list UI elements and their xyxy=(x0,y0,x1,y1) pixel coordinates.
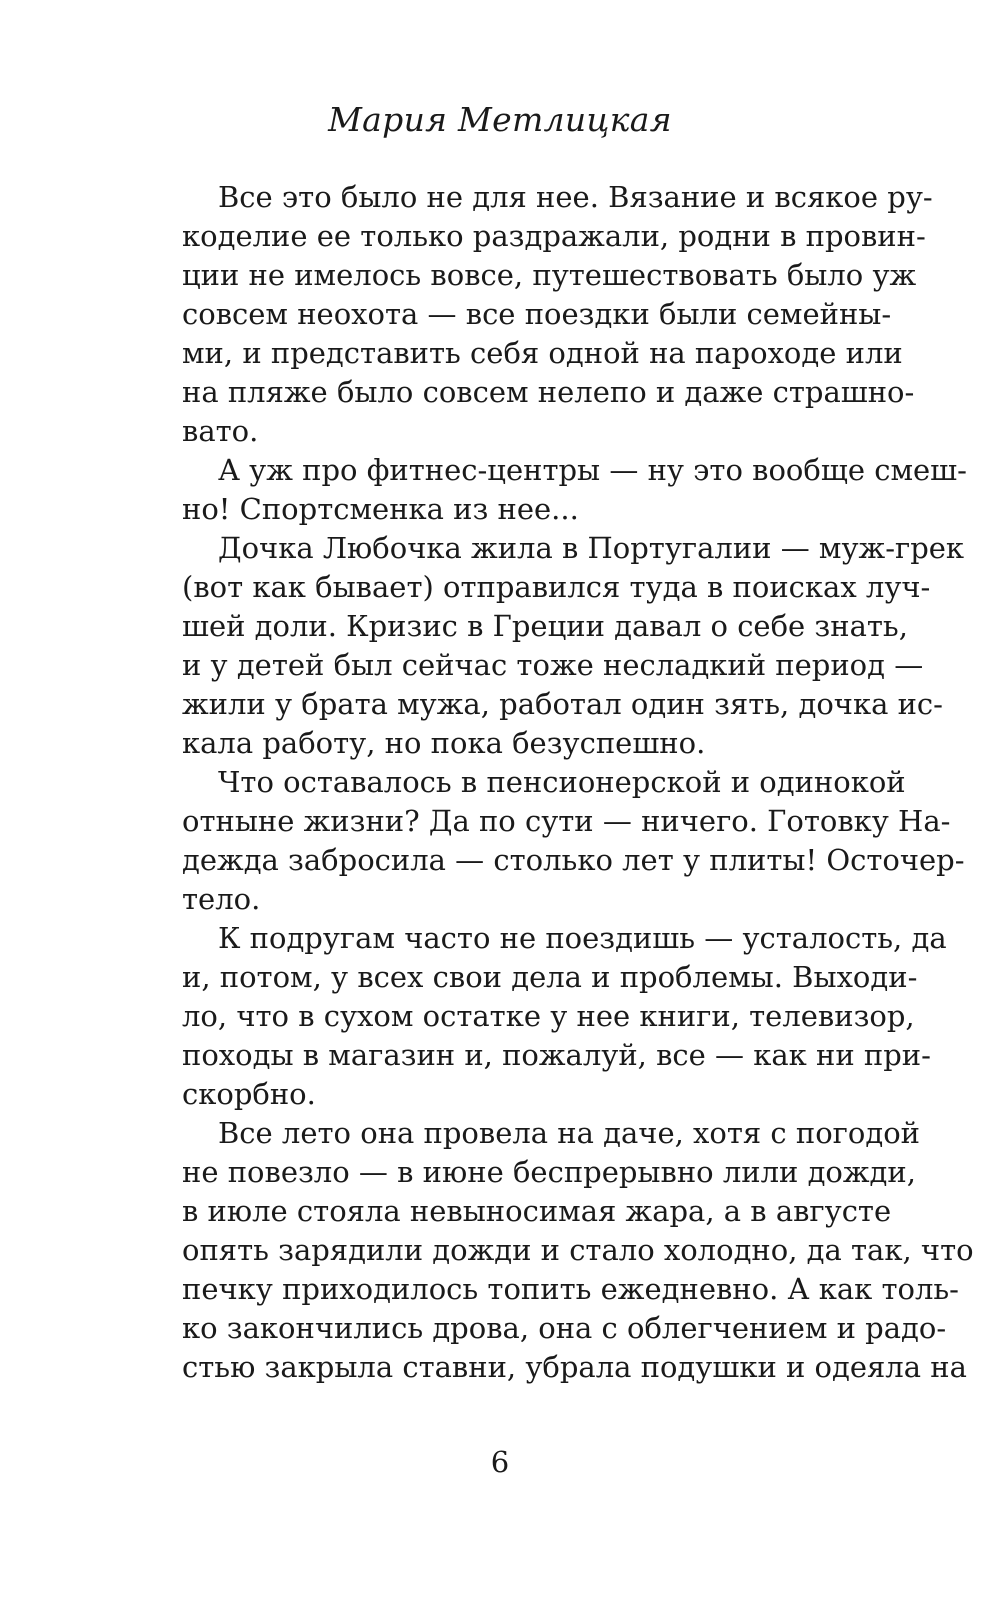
text-line: жили у брата мужа, работал один зять, дочка ис- xyxy=(182,687,943,721)
text-line: коделие ее только раздражали, родни в провин- xyxy=(182,219,926,253)
text-line: стью закрыла ставни, убрала подушки и одеяла на xyxy=(182,1350,967,1384)
text-line: ло, что в сухом остатке у нее книги, телевизор, xyxy=(182,999,915,1033)
text-line: К подругам часто не поездишь — усталость, да xyxy=(218,921,947,955)
text-line: дежда забросила — столько лет у плиты! Осточер- xyxy=(182,843,965,877)
page-number: 6 xyxy=(490,1445,510,1479)
text-line: скорбно. xyxy=(182,1077,316,1111)
text-line: кала работу, но пока безуспешно. xyxy=(182,726,706,760)
text-line: но! Спортсменка из нее... xyxy=(182,492,579,526)
text-line: Все это было не для нее. Вязание и всякое ру- xyxy=(218,180,933,214)
text-line: вато. xyxy=(182,414,259,448)
text-line: Дочка Любочка жила в Португалии — муж-грек xyxy=(218,531,965,565)
text-line: Все лето она провела на даче, хотя с погодой xyxy=(218,1116,920,1150)
text-line: совсем неохота — все поездки были семейны- xyxy=(182,297,892,331)
text-line: не повезло — в июне беспрерывно лили дожди, xyxy=(182,1155,916,1189)
text-line: (вот как бывает) отправился туда в поисках луч- xyxy=(182,570,931,604)
text-line: тело. xyxy=(182,882,261,916)
text-line: ции не имелось вовсе, путешествовать было уж xyxy=(182,258,917,292)
text-line: шей доли. Кризис в Греции давал о себе знать, xyxy=(182,609,908,643)
text-line: опять зарядили дожди и стало холодно, да так, что xyxy=(182,1233,974,1267)
text-line: отныне жизни? Да по сути — ничего. Готовку На- xyxy=(182,804,951,838)
text-line: ми, и представить себя одной на пароходе или xyxy=(182,336,903,370)
text-line: А уж про фитнес-центры — ну это вообще смеш- xyxy=(218,453,967,487)
text-line: и, потом, у всех свои дела и проблемы. Выходи- xyxy=(182,960,918,994)
text-line: Что оставалось в пенсионерской и одинокой xyxy=(218,765,906,799)
body-text xyxy=(182,178,974,1387)
text-line: в июле стояла невыносимая жара, а в августе xyxy=(182,1194,892,1228)
text-line: походы в магазин и, пожалуй, все — как ни при- xyxy=(182,1038,931,1072)
text-line: на пляже было совсем нелепо и даже страшно- xyxy=(182,375,915,409)
text-line: печку приходилось топить ежедневно. А как толь- xyxy=(182,1272,959,1306)
running-head-author: Мария Метлицкая xyxy=(328,100,672,139)
text-line: ко закончились дрова, она с облегчением и радо- xyxy=(182,1311,947,1345)
text-line: и у детей был сейчас тоже несладкий период — xyxy=(182,648,924,682)
